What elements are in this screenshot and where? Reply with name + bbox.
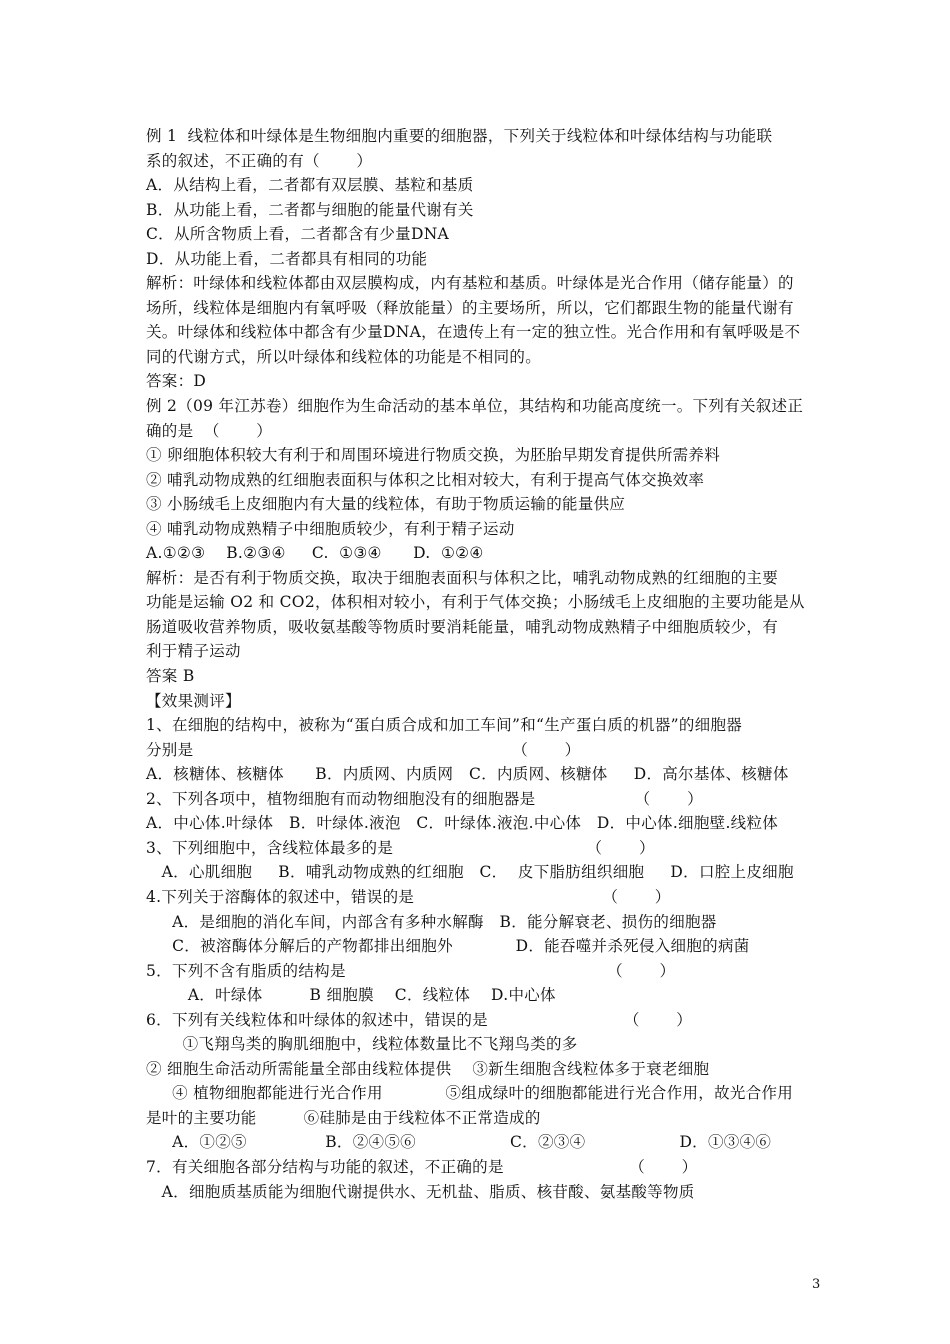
question-line: 分别是 （ ） [146, 740, 581, 759]
text-line: 例 1 线粒体和叶绿体是生物细胞内重要的细胞器，下列关于线粒体和叶绿体结构与功能联 [146, 127, 773, 145]
text-line: 肠道吸收营养物质，吸收氨基酸等物质时要消耗能量，哺乳动物成熟精子中细胞质较少，有 [146, 617, 779, 636]
text-line: 关。叶绿体和线粒体中都含有少量DNA，在遗传上有一定的独立性。光合作用和有氧呼吸是不 [146, 323, 801, 342]
text-line: 场所，线粒体是细胞内有氧呼吸（释放能量）的主要场所，所以，它们都跟生物的能量代谢有 [146, 298, 794, 317]
options-line: A．核糖体、核糖体 B．内质网、内质网 C．内质网、核糖体 D．高尔基体、核糖体 [146, 765, 789, 784]
section-heading: 【效果测评】 [146, 691, 241, 710]
text-line: 确的是 （ ） [146, 421, 273, 440]
text-line: ② 细胞生命活动所需能量全部由线粒体提供 ③新生细胞含线粒体多于衰老细胞 [146, 1059, 710, 1078]
options-line: A．叶绿体 B 细胞膜 C．线粒体 D.中心体 [146, 986, 556, 1005]
options-line: A.①②③ B.②③④ C. ①③④ D. ①②④ [146, 544, 484, 563]
options-line: A．心肌细胞 B．哺乳动物成熟的红细胞 C． 皮下脂肪组织细胞 D．口腔上皮细胞 [146, 863, 794, 882]
page-body [146, 124, 826, 1204]
text-line: 例 2（09 年江苏卷）细胞作为生命活动的基本单位，其结构和功能高度统一。下列有关叙述正 [146, 397, 804, 416]
question-line: 3、下列细胞中，含线粒体最多的是 （ ） [146, 838, 655, 857]
text-line: ① 卵细胞体积较大有利于和周围环境进行物质交换，为胚胎早期发育提供所需养料 [146, 446, 721, 465]
text-line: ①飞翔鸟类的胸肌细胞中，线粒体数量比不飞翔鸟类的多 [146, 1035, 578, 1054]
question-line: 4.下列关于溶酶体的叙述中，错误的是 （ ） [146, 887, 671, 906]
question-line: 7．有关细胞各部分结构与功能的叙述，不正确的是 （ ） [146, 1157, 698, 1176]
text-line: 利于精子运动 [146, 642, 241, 661]
text-line: 解析：叶绿体和线粒体都由双层膜构成，内有基粒和基质。叶绿体是光合作用（储存能量）的 [146, 274, 794, 293]
answer-line: 答案：D [146, 372, 207, 391]
text-line: 是叶的主要功能 ⑥硅肺是由于线粒体不正常造成的 [146, 1108, 541, 1127]
text-line: ② 哺乳动物成熟的红细胞表面积与体积之比相对较大，有利于提高气体交换效率 [146, 470, 705, 489]
options-line: C．被溶酶体分解后的产物都排出细胞外 D．能吞噬并杀死侵入细胞的病菌 [146, 937, 750, 956]
text-line: 功能是运输 O2 和 CO2，体积相对较小，有利于气体交换；小肠绒毛上皮细胞的主要功能是从 [146, 593, 805, 612]
text-line: 系的叙述，不正确的有（ ） [146, 151, 373, 170]
question-line: 5．下列不含有脂质的结构是 （ ） [146, 961, 676, 980]
options-line: A．细胞质基质能为细胞代谢提供水、无机盐、脂质、核苷酸、氨基酸等物质 [146, 1182, 695, 1201]
text-line: B．从功能上看，二者都与细胞的能量代谢有关 [146, 200, 474, 219]
text-line: ③ 小肠绒毛上皮细胞内有大量的线粒体，有助于物质运输的能量供应 [146, 495, 626, 514]
options-line: A．中心体.叶绿体 B．叶绿体.液泡 C．叶绿体.液泡.中心体 D．中心体.细胞壁.线粒体 [146, 814, 779, 833]
options-line: A．①②⑤ B．②④⑤⑥ C．②③④ D．①③④⑥ [146, 1133, 772, 1152]
answer-line: 答案 B [146, 667, 195, 686]
text-line: A．从结构上看，二者都有双层膜、基粒和基质 [146, 176, 474, 195]
text-line: D．从功能上看，二者都具有相同的功能 [146, 249, 428, 268]
page-number: 3 [812, 1277, 821, 1292]
text-line: ④ 植物细胞都能进行光合作用 ⑤组成绿叶的细胞都能进行光合作用，故光合作用 [146, 1084, 794, 1103]
question-line: 2、下列各项中，植物细胞有而动物细胞没有的细胞器是 （ ） [146, 789, 703, 808]
text-line: C．从所含物质上看，二者都含有少量DNA [146, 225, 450, 244]
text-line: ④ 哺乳动物成熟精子中细胞质较少，有利于精子运动 [146, 519, 515, 538]
question-line: 6．下列有关线粒体和叶绿体的叙述中，错误的是 （ ） [146, 1010, 693, 1029]
options-line: A．是细胞的消化车间，内部含有多种水解酶 B．能分解衰老、损伤的细胞器 [146, 912, 717, 931]
text-line: 同的代谢方式，所以叶绿体和线粒体的功能是不相同的。 [146, 347, 542, 366]
text-line: 解析：是否有利于物质交换，取决于细胞表面积与体积之比，哺乳动物成熟的红细胞的主要 [146, 568, 779, 587]
question-line: 1、在细胞的结构中，被称为“蛋白质合成和加工车间”和“生产蛋白质的机器”的细胞器 [146, 716, 743, 735]
